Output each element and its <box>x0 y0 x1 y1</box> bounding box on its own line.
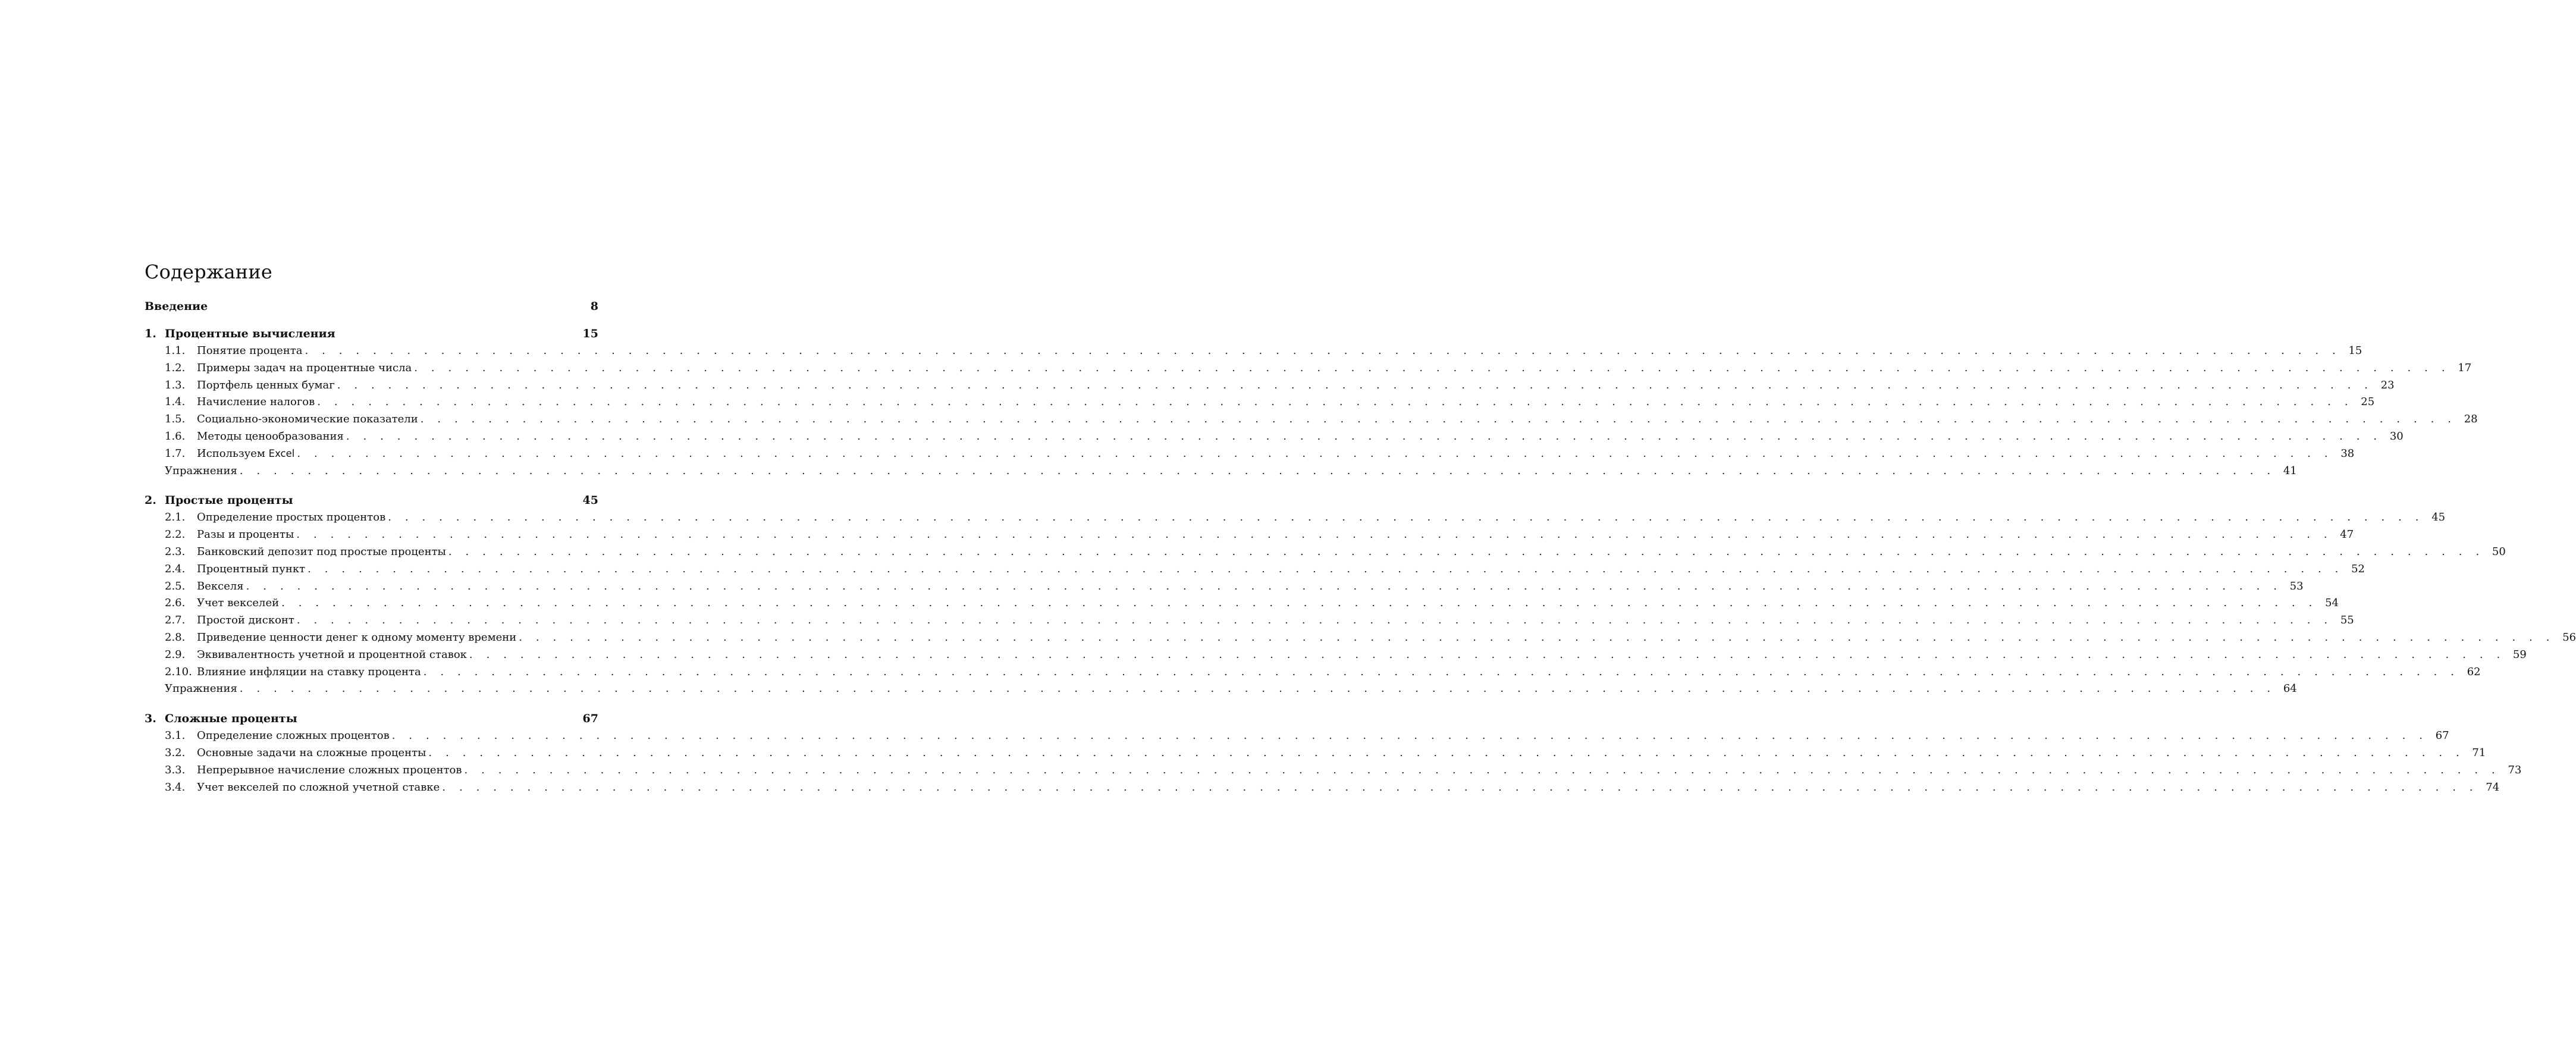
toc-entry[interactable] <box>145 463 2297 480</box>
entry-title <box>197 612 297 629</box>
entry-title-text: Методы ценообразования <box>197 429 344 443</box>
entry-page: 15 <box>2348 344 2362 357</box>
chapter-title: Сложные проценты <box>165 712 297 726</box>
entry-title <box>197 664 423 681</box>
toc-entry[interactable] <box>145 377 2395 394</box>
toc-entry[interactable] <box>145 681 2297 698</box>
entry-title <box>197 394 317 411</box>
entry-title <box>197 509 388 526</box>
toc-chapters <box>145 326 2576 796</box>
toc-entry[interactable] <box>145 647 2527 664</box>
entry-title-text: Простой дисконт <box>197 614 294 627</box>
entry-page: 25 <box>2361 396 2375 409</box>
entry-title-text: Портфель ценных бумаг <box>197 378 335 391</box>
dot-leader: . . . . . . . . . . . . . . . . . . . . . . . . . . . . . . . . . . . . . . . . . . . . . . . . . . . . . . . . . . . . . . . . . . . . . . . . . . . . . . . . . . . . . . . . . . . . . . . . . . . . . . . . . . . . . . . . . . . . . . . . <box>317 396 2354 409</box>
entry-number: 1.2. <box>165 361 186 374</box>
entry-title-text: Определение сложных процентов <box>197 729 390 742</box>
entry-title-text: Эквивалентность учетной и процентной ставок <box>197 648 467 661</box>
entry-page: 52 <box>2351 562 2365 575</box>
chapter-number: 1. <box>145 327 156 340</box>
entry-page: 28 <box>2464 413 2478 426</box>
entry-number: 1.7. <box>165 447 186 460</box>
page-title: Содержание <box>145 261 272 283</box>
entry-title-text: Учет векселей по сложной учетной ставке <box>197 780 440 794</box>
entry-page: 59 <box>2512 648 2527 661</box>
dot-leader: . . . . . . . . . . . . . . . . . . . . . . . . . . . . . . . . . . . . . . . . . . . . . . . . . . . . . . . . . . . . . . . . . . . . . . . . . . . . . . . . . . . . . . . . . . . . . . . . . . . . . . . . . . . . . . . . . . . . . . . . <box>239 464 2276 477</box>
chapter-page: 15 <box>582 327 598 340</box>
entry-title-text: Учет векселей <box>197 597 280 610</box>
entry-page: 55 <box>2340 614 2354 627</box>
entry-number: 2.4. <box>165 562 186 575</box>
entry-page: 47 <box>2340 528 2354 541</box>
dot-leader: . . . . . . . . . . . . . . . . . . . . . . . . . . . . . . . . . . . . . . . . . . . . . . . . . . . . . . . . . . . . . . . . . . . . . . . . . . . . . . . . . . . . . . . . . . . . . . . . . . . . . . . . . . . . . . . . . . . . . . . . <box>308 562 2343 575</box>
toc-entry[interactable] <box>145 664 2481 681</box>
chapter-title: Процентные вычисления <box>165 327 335 340</box>
entry-title <box>197 629 519 647</box>
dot-leader: . . . . . . . . . . . . . . . . . . . . . . . . . . . . . . . . . . . . . . . . . . . . . . . . . . . . . . . . . . . . . . . . . . . . . . . . . . . . . . . . . . . . . . . . . . . . . . . . . . . . . . . . . . . . . . . . . . . . . . . . <box>296 528 2333 541</box>
toc-chapter-block <box>145 493 2576 698</box>
entry-page: 74 <box>2486 780 2500 794</box>
toc-entry[interactable] <box>145 762 2522 779</box>
dot-leader: . . . . . . . . . . . . . . . . . . . . . . . . . . . . . . . . . . . . . . . . . . . . . . . . . . . . . . . . . . . . . . . . . . . . . . . . . . . . . . . . . . . . . . . . . . . . . . . . . . . . . . . . . . . . . . . . . . . . . . . . <box>337 378 2373 391</box>
entry-number: 3.1. <box>165 729 186 742</box>
entry-title-text: Банковский депозит под простые проценты <box>197 545 446 558</box>
entry-number: 2.10. <box>165 665 192 678</box>
dot-leader: . . . . . . . . . . . . . . . . . . . . . . . . . . . . . . . . . . . . . . . . . . . . . . . . . . . . . . . . . . . . . . . . . . . . . . . . . . . . . . . . . . . . . . . . . . . . . . . . . . . . . . . . . . . . . . . . . . . . . . . . <box>391 729 2428 742</box>
entry-title <box>197 745 428 762</box>
entry-title-text: Используем <box>197 447 265 460</box>
entry-title-text: Влияние инфляции на ставку процента <box>197 665 421 678</box>
chapter-title: Простые проценты <box>165 494 293 507</box>
entry-title <box>197 411 421 428</box>
entry-title <box>197 728 392 745</box>
entry-title <box>197 762 465 779</box>
dot-leader: . . . . . . . . . . . . . . . . . . . . . . . . . . . . . . . . . . . . . . . . . . . . . . . . . . . . . . . . . . . . . . . . . . . . . . . . . . . . . . . . . . . . . . . . . . . . . . . . . . . . . . . . . . . . . . . . . . . . . . . . <box>388 511 2424 524</box>
entry-number: 3.2. <box>165 746 186 759</box>
dot-leader: . . . . . . . . . . . . . . . . . . . . . . . . . . . . . . . . . . . . . . . . . . . . . . . . . . . . . . . . . . . . . . . . . . . . . . . . . . . . . . . . . . . . . . . . . . . . . . . . . . . . . . . . . . . . . . . . . . . . . . . . <box>414 361 2451 374</box>
dot-leader: . . . . . . . . . . . . . . . . . . . . . . . . . . . . . . . . . . . . . . . . . . . . . . . . . . . . . . . . . . . . . . . . . . . . . . . . . . . . . . . . . . . . . . . . . . . . . . . . . . . . . . . . . . . . . . . . . . . . . . . . <box>519 631 2555 644</box>
intro-title: Введение <box>145 300 208 313</box>
intro-page: 8 <box>590 300 598 313</box>
dot-leader: . . . . . . . . . . . . . . . . . . . . . . . . . . . . . . . . . . . . . . . . . . . . . . . . . . . . . . . . . . . . . . . . . . . . . . . . . . . . . . . . . . . . . . . . . . . . . . . . . . . . . . . . . . . . . . . . . . . . . . . . <box>246 579 2282 592</box>
toc-entry[interactable] <box>145 526 2354 544</box>
entry-number: 3.3. <box>165 763 186 776</box>
entry-title-text: Начисление налогов <box>197 396 315 409</box>
entry-number: 1.1. <box>165 344 186 357</box>
chapter-number: 2. <box>145 494 156 507</box>
entry-title-text: Упражнения <box>165 464 237 477</box>
toc-entry[interactable] <box>145 612 2354 629</box>
toc-entry[interactable] <box>145 544 2506 561</box>
toc-entry[interactable] <box>145 595 2339 612</box>
entry-number: 2.1. <box>165 511 186 524</box>
entry-page: 23 <box>2380 378 2395 391</box>
toc-entry[interactable] <box>145 411 2478 428</box>
toc-entry[interactable] <box>145 360 2472 377</box>
entry-page: 38 <box>2340 447 2355 460</box>
entry-title-software: Excel <box>268 447 295 459</box>
entry-title <box>197 446 297 463</box>
toc-entry[interactable] <box>145 578 2304 595</box>
entry-title <box>197 360 414 377</box>
toc-entry[interactable] <box>145 394 2375 411</box>
entry-page: 67 <box>2435 729 2449 742</box>
dot-leader: . . . . . . . . . . . . . . . . . . . . . . . . . . . . . . . . . . . . . . . . . . . . . . . . . . . . . . . . . . . . . . . . . . . . . . . . . . . . . . . . . . . . . . . . . . . . . . . . . . . . . . . . . . . . . . . . . . . . . . . . <box>420 413 2456 426</box>
dot-leader: . . . . . . . . . . . . . . . . . . . . . . . . . . . . . . . . . . . . . . . . . . . . . . . . . . . . . . . . . . . . . . . . . . . . . . . . . . . . . . . . . . . . . . . . . . . . . . . . . . . . . . . . . . . . . . . . . . . . . . . . <box>346 429 2382 443</box>
entry-title-text: Социально-экономические показатели <box>197 413 418 426</box>
entry-page: 53 <box>2289 579 2304 592</box>
toc-chapter-block <box>145 711 2522 796</box>
entry-page: 62 <box>2467 665 2481 678</box>
entry-title-text: Упражнения <box>165 682 237 695</box>
toc-entry[interactable] <box>145 745 2486 762</box>
entry-page: 41 <box>2283 464 2297 477</box>
entry-title <box>197 428 346 446</box>
entry-number: 2.3. <box>165 545 186 558</box>
entry-page: 64 <box>2283 682 2297 695</box>
toc-intro[interactable] <box>145 299 598 314</box>
entry-number: 3.4. <box>165 780 186 794</box>
chapter-page: 67 <box>582 712 598 726</box>
toc-entry[interactable] <box>145 509 2446 526</box>
entry-number: 2.6. <box>165 597 186 610</box>
toc-entry[interactable] <box>145 728 2449 745</box>
entry-number: 2.5. <box>165 579 186 592</box>
entry-title <box>197 561 308 578</box>
entry-title <box>197 343 305 360</box>
entry-page: 45 <box>2431 511 2446 524</box>
dot-leader: . . . . . . . . . . . . . . . . . . . . . . . . . . . . . . . . . . . . . . . . . . . . . . . . . . . . . . . . . . . . . . . . . . . . . . . . . . . . . . . . . . . . . . . . . . . . . . . . . . . . . . . . . . . . . . . . . . . . . . . . <box>423 665 2459 678</box>
toc-chapter-heading[interactable] <box>145 493 598 508</box>
entry-title-text: Процентный пункт <box>197 562 306 575</box>
entry-page: 30 <box>2389 429 2404 443</box>
dot-leader: . . . . . . . . . . . . . . . . . . . . . . . . . . . . . . . . . . . . . . . . . . . . . . . . . . . . . . . . . . . . . . . . . . . . . . . . . . . . . . . . . . . . . . . . . . . . . . . . . . . . . . . . . . . . . . . . . . . . . . . . <box>442 780 2478 794</box>
entry-title <box>197 578 246 595</box>
toc-chapter-heading[interactable] <box>145 326 598 341</box>
entry-number: 1.3. <box>165 378 186 391</box>
entry-title <box>197 544 448 561</box>
toc-entry[interactable] <box>145 561 2365 578</box>
entry-page: 56 <box>2562 631 2576 644</box>
toc-entry[interactable] <box>145 629 2576 647</box>
entry-title-text: Векселя <box>197 579 244 592</box>
toc-chapter-heading[interactable] <box>145 711 598 726</box>
toc-entry[interactable] <box>145 428 2404 446</box>
entry-page: 50 <box>2492 545 2506 558</box>
entry-page: 73 <box>2508 763 2522 776</box>
dot-leader: . . . . . . . . . . . . . . . . . . . . . . . . . . . . . . . . . . . . . . . . . . . . . . . . . . . . . . . . . . . . . . . . . . . . . . . . . . . . . . . . . . . . . . . . . . . . . . . . . . . . . . . . . . . . . . . . . . . . . . . . <box>239 682 2276 695</box>
entry-title-text: Разы и проценты <box>197 528 294 541</box>
entry-page: 17 <box>2458 361 2472 374</box>
entry-page: 54 <box>2325 597 2339 610</box>
entry-title-text: Определение простых процентов <box>197 511 386 524</box>
entry-number: 1.4. <box>165 396 186 409</box>
entry-title <box>165 681 240 698</box>
dot-leader: . . . . . . . . . . . . . . . . . . . . . . . . . . . . . . . . . . . . . . . . . . . . . . . . . . . . . . . . . . . . . . . . . . . . . . . . . . . . . . . . . . . . . . . . . . . . . . . . . . . . . . . . . . . . . . . . . . . . . . . . <box>297 447 2333 460</box>
dot-leader: . . . . . . . . . . . . . . . . . . . . . . . . . . . . . . . . . . . . . . . . . . . . . . . . . . . . . . . . . . . . . . . . . . . . . . . . . . . . . . . . . . . . . . . . . . . . . . . . . . . . . . . . . . . . . . . . . . . . . . . . <box>281 597 2317 610</box>
toc-entry[interactable] <box>145 343 2362 360</box>
dot-leader: . . . . . . . . . . . . . . . . . . . . . . . . . . . . . . . . . . . . . . . . . . . . . . . . . . . . . . . . . . . . . . . . . . . . . . . . . . . . . . . . . . . . . . . . . . . . . . . . . . . . . . . . . . . . . . . . . . . . . . . . <box>448 545 2484 558</box>
dot-leader: . . . . . . . . . . . . . . . . . . . . . . . . . . . . . . . . . . . . . . . . . . . . . . . . . . . . . . . . . . . . . . . . . . . . . . . . . . . . . . . . . . . . . . . . . . . . . . . . . . . . . . . . . . . . . . . . . . . . . . . . <box>296 614 2333 627</box>
entry-number: 2.2. <box>165 528 186 541</box>
toc-page <box>145 261 2576 809</box>
entry-number: 2.7. <box>165 614 186 627</box>
entry-title-text: Приведение ценности денег к одному моменту времени <box>197 631 517 644</box>
dot-leader: . . . . . . . . . . . . . . . . . . . . . . . . . . . . . . . . . . . . . . . . . . . . . . . . . . . . . . . . . . . . . . . . . . . . . . . . . . . . . . . . . . . . . . . . . . . . . . . . . . . . . . . . . . . . . . . . . . . . . . . . <box>428 746 2465 759</box>
entry-title-text: Понятие процента <box>197 344 303 357</box>
chapter-page: 45 <box>582 494 598 507</box>
chapter-number: 3. <box>145 712 156 726</box>
entry-title-text: Основные задачи на сложные проценты <box>197 746 426 759</box>
entry-title <box>165 463 240 480</box>
entry-title-text: Примеры задач на процентные числа <box>197 361 412 374</box>
toc-entry[interactable] <box>145 446 2355 463</box>
entry-number: 2.8. <box>165 631 186 644</box>
entry-title-text: Непрерывное начисление сложных процентов <box>197 763 462 776</box>
toc-chapter-block <box>145 326 2478 479</box>
entry-number: 2.9. <box>165 648 186 661</box>
entry-title <box>197 595 281 612</box>
entry-title <box>197 526 296 544</box>
dot-leader: . . . . . . . . . . . . . . . . . . . . . . . . . . . . . . . . . . . . . . . . . . . . . . . . . . . . . . . . . . . . . . . . . . . . . . . . . . . . . . . . . . . . . . . . . . . . . . . . . . . . . . . . . . . . . . . . . . . . . . . . <box>469 648 2505 661</box>
dot-leader: . . . . . . . . . . . . . . . . . . . . . . . . . . . . . . . . . . . . . . . . . . . . . . . . . . . . . . . . . . . . . . . . . . . . . . . . . . . . . . . . . . . . . . . . . . . . . . . . . . . . . . . . . . . . . . . . . . . . . . . . <box>464 763 2500 776</box>
entry-title <box>197 647 469 664</box>
entry-number: 1.6. <box>165 429 186 443</box>
dot-leader: . . . . . . . . . . . . . . . . . . . . . . . . . . . . . . . . . . . . . . . . . . . . . . . . . . . . . . . . . . . . . . . . . . . . . . . . . . . . . . . . . . . . . . . . . . . . . . . . . . . . . . . . . . . . . . . . . . . . . . . . <box>305 344 2341 357</box>
entry-number: 1.5. <box>165 413 186 426</box>
entry-page: 71 <box>2472 746 2486 759</box>
entry-title <box>197 377 337 394</box>
toc-entry[interactable] <box>145 779 2500 797</box>
entry-title <box>197 779 442 797</box>
